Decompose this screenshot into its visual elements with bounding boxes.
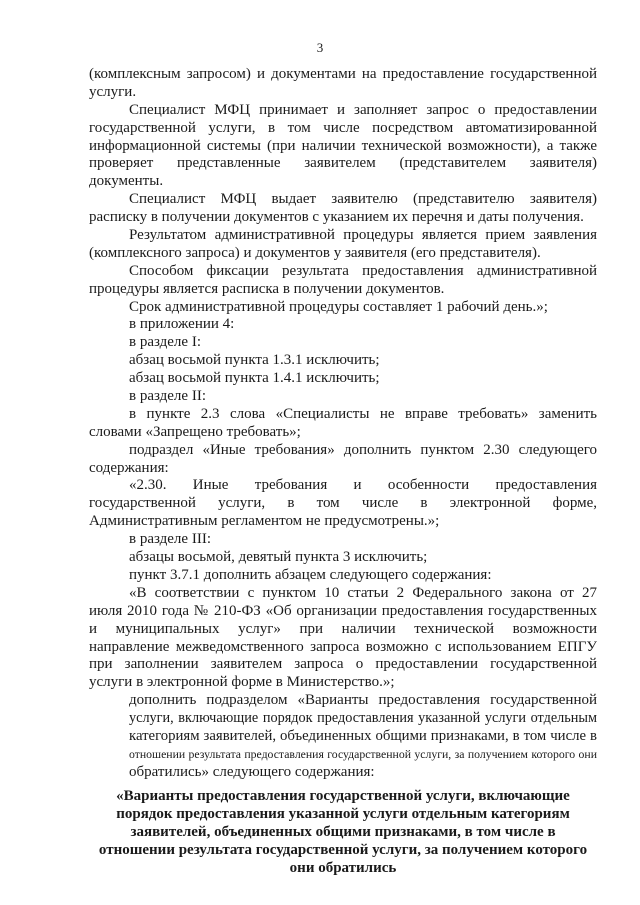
text-line: документы. xyxy=(89,173,164,190)
text-line: отношении результата предоставления государственной услуги, за получением которого они xyxy=(129,747,597,761)
text-line: услуги в электронной форме в Министерство.»; xyxy=(89,674,395,691)
text-line: информационной системы (при наличии технической возможности), а также xyxy=(89,137,597,154)
text-line: пункт 3.7.1 дополнить абзацем следующего содержания: xyxy=(129,566,492,583)
text-line: абзац восьмой пункта 1.3.1 исключить; xyxy=(129,352,380,369)
document-body xyxy=(89,66,597,782)
text-line: Результатом административной процедуры является прием заявления xyxy=(129,227,597,244)
text-line: в разделе III: xyxy=(129,531,211,548)
text-line: в разделе II: xyxy=(129,388,206,405)
text-line: процедуры является расписка в получении документов. xyxy=(89,280,445,297)
text-line: услуги, включающие порядок предоставления указанной услуги отдельным xyxy=(129,710,597,727)
text-line: обратились» следующего содержания: xyxy=(129,763,375,780)
text-line: «2.30. Иные требования и особенности предоставления xyxy=(129,477,597,494)
text-line: Специалист МФЦ принимает и заполняет запрос о предоставлении xyxy=(129,101,597,118)
heading-line: отношении результата государственной услуги, за получением которого xyxy=(98,842,588,858)
text-line: подраздел «Иные требования» дополнить пунктом 2.30 следующего xyxy=(129,441,597,458)
text-line: проверяет представленные заявителем (представителем заявителя) xyxy=(89,155,597,172)
text-line: расписку в получении документов с указанием их перечня и даты получения. xyxy=(89,209,584,226)
heading-line: они обратились xyxy=(289,860,397,876)
heading-line: «Варианты предоставления государственной услуги, включающие xyxy=(116,788,570,804)
text-line: (комплексным запросом) и документами на предоставление государственной xyxy=(89,66,597,82)
text-line: Срок административной процедуры составляет 1 рабочий день.»; xyxy=(129,298,548,315)
text-line: июля 2010 года № 210-ФЗ «Об организации предоставления государственных xyxy=(89,602,597,619)
text-line: в приложении 4: xyxy=(129,316,235,333)
text-line: дополнить подразделом «Варианты предоставления государственной xyxy=(129,692,597,709)
text-line: словами «Запрещено требовать»; xyxy=(89,423,301,440)
text-line: в разделе I: xyxy=(129,334,201,351)
text-line: направление межведомственного запроса возможно с использованием ЕПГУ xyxy=(89,638,597,655)
text-line: Специалист МФЦ выдает заявителю (представителю заявителя) xyxy=(129,191,597,208)
text-line: абзац восьмой пункта 1.4.1 исключить; xyxy=(129,370,380,387)
text-line: (комплексного запроса) и документов у заявителя (его представителя). xyxy=(89,244,541,261)
text-line: категориям заявителей, объединенных общими признаками, в том числе в xyxy=(129,727,597,744)
text-line: при заполнении заявителем запроса о предоставлении государственной xyxy=(89,656,597,673)
text-line: государственной услуги, в том числе посредством автоматизированной xyxy=(89,119,597,136)
text-line: «В соответствии с пунктом 10 статьи 2 Федерального закона от 27 xyxy=(129,584,597,601)
text-line: Административным регламентом не предусмотрены.»; xyxy=(89,513,440,530)
heading-line: заявителей, объединенных общими признаками, в том числе в xyxy=(130,824,556,840)
text-line: Способом фиксации результата предоставления административной xyxy=(129,262,597,279)
section-heading xyxy=(89,787,597,877)
page-number: 3 xyxy=(316,40,324,55)
text-line: услуги. xyxy=(89,83,137,100)
text-line: и муниципальных услуг» при наличии технической возможности xyxy=(89,620,597,637)
text-line: государственной услуги, в том числе в электронной форме, xyxy=(89,495,597,512)
text-line: абзацы восьмой, девятый пункта 3 исключить; xyxy=(129,549,428,566)
text-line: содержания: xyxy=(89,459,169,476)
text-line: в пункте 2.3 слова «Специалисты не вправе требовать» заменить xyxy=(129,405,597,422)
heading-line: порядок предоставления указанной услуги отдельным категориям xyxy=(116,806,570,822)
